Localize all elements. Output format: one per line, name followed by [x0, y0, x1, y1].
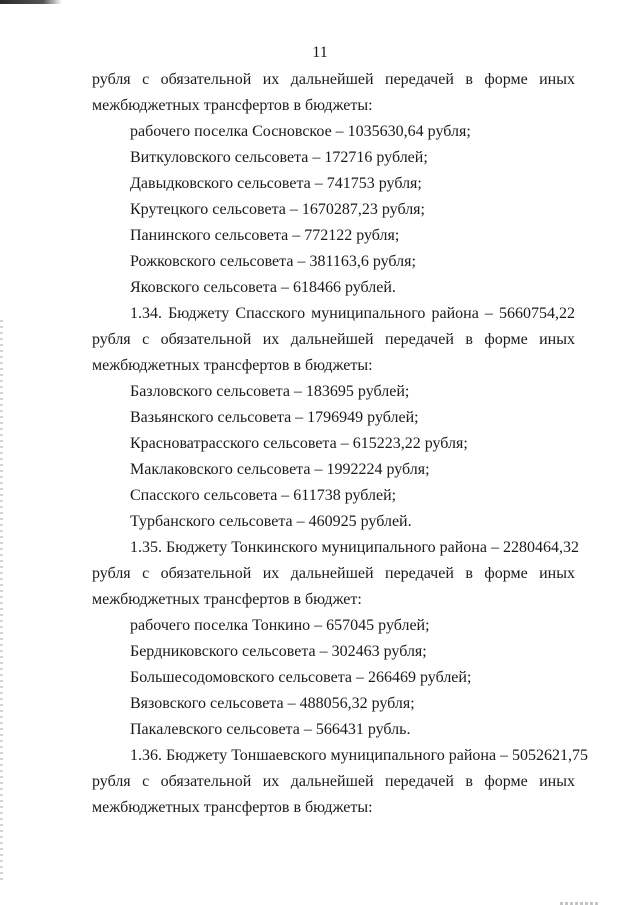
text-line: рубля с обязательной их дальнейшей передачей в форме иных — [92, 773, 575, 790]
text-line: межбюджетных трансфертов в бюджеты: — [92, 97, 373, 114]
list-item: рабочего поселка Сосновское – 1035630,64 рубля; — [130, 123, 471, 140]
paragraph-heading: 1.35. Бюджету Тонкинского муниципального района – 2280464,32 — [130, 539, 579, 556]
list-item: Рожковского сельсовета – 381163,6 рубля; — [130, 253, 416, 270]
list-item: Давыдковского сельсовета – 741753 рубля; — [130, 175, 422, 192]
list-item: рабочего поселка Тонкино – 657045 рублей; — [130, 617, 430, 634]
list-item: Пакалевского сельсовета – 566431 рубль. — [130, 721, 411, 738]
list-item: Бердниковского сельсовета – 302463 рубля; — [130, 643, 427, 660]
text-line: межбюджетных трансфертов в бюджет: — [92, 591, 362, 608]
text-line: межбюджетных трансфертов в бюджеты: — [92, 799, 373, 816]
list-item: Маклаковского сельсовета – 1992224 рубля; — [130, 461, 430, 478]
list-item: Большесодомовского сельсовета – 266469 рублей; — [130, 669, 472, 686]
list-item: Турбанского сельсовета – 460925 рублей. — [130, 513, 412, 530]
list-item: Виткуловского сельсовета – 172716 рублей; — [130, 149, 428, 166]
scan-artifact-left-edge — [0, 320, 3, 880]
paragraph-heading: 1.36. Бюджету Тоншаевского муниципального района – 5052621,75 — [130, 747, 589, 764]
paragraph-heading: 1.34. Бюджету Спасского муниципального района – 5660754,22 — [130, 305, 575, 322]
list-item: Вязовского сельсовета – 488056,32 рубля; — [130, 695, 415, 712]
text-line: рубля с обязательной их дальнейшей передачей в форме иных — [92, 71, 575, 88]
text-line: рубля с обязательной их дальнейшей передачей в форме иных — [92, 565, 575, 582]
page-number: 11 — [312, 44, 328, 61]
list-item: Базловского сельсовета – 183695 рублей; — [130, 383, 410, 400]
list-item: Крутецкого сельсовета – 1670287,23 рубля; — [130, 201, 425, 218]
list-item: Панинского сельсовета – 772122 рубля; — [130, 227, 400, 244]
text-line: рубля с обязательной их дальнейшей передачей в форме иных — [92, 331, 575, 348]
list-item: Красноватрасского сельсовета – 615223,22 рубля; — [130, 435, 468, 452]
list-item: Спасского сельсовета – 611738 рублей; — [130, 487, 397, 504]
list-item: Вазьянского сельсовета – 1796949 рублей; — [130, 409, 419, 426]
list-item: Яковского сельсовета – 618466 рублей. — [130, 279, 396, 296]
text-line: межбюджетных трансфертов в бюджеты: — [92, 357, 373, 374]
scan-artifact-top — [0, 0, 62, 4]
